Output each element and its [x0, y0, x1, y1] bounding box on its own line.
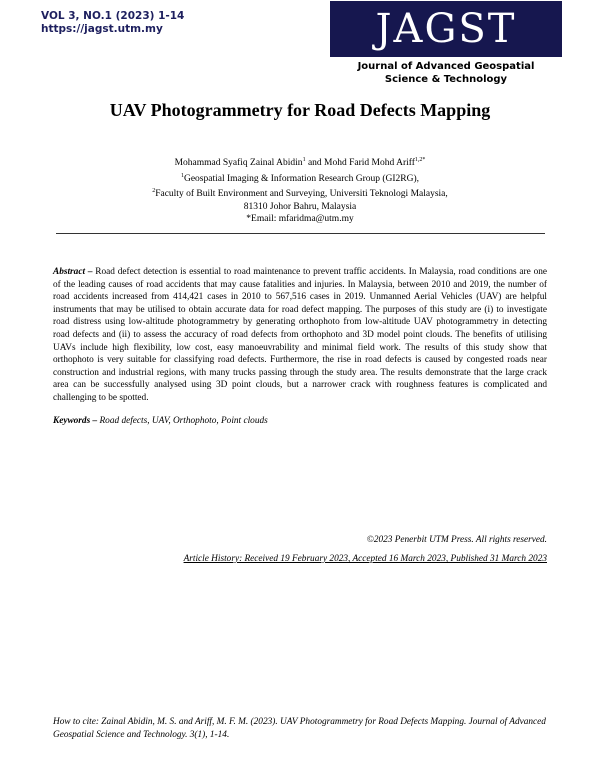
author-1: Mohammad Syafiq Zainal Abidin — [174, 158, 303, 169]
article-history: Article History: Received 19 February 2023, Accepted 16 March 2023, Published 31 March 2023 — [183, 554, 547, 564]
journal-name-line1: Journal of Advanced Geospatial — [357, 61, 535, 72]
email[interactable]: *Email: mfaridma@utm.my — [246, 214, 354, 225]
author-2-affil: 1,2* — [414, 157, 426, 163]
journal-logo — [330, 1, 562, 57]
author-2: and Mohd Farid Mohd Ariff — [305, 158, 415, 169]
affiliation-2 — [0, 185, 600, 201]
abstract-text: Road defect detection is essential to road maintenance to prevent traffic accidents. In Malaysia, road conditions are one of the leading causes of road accidents that may cause fatalities and injuries. In Malaysia, between 2010 and 2019, the number of road accidents increased from 414,421 cases in 2010 to 567,516 cases in 2019. Unmanned Aerial Vehicles (UAV) are helpful instruments that may be utilised to obtain accurate data for road defect mapping. The purposes of this study are (i) to investigate road distress using low-altitude photogrammetry by generating orthophoto from low-altitude UAV photogrammetry in detecting road defects and (ii) to assess the accuracy of road defects from orthophoto and 3D model point clouds. The benefits of utilising UAVs include high flexibility, low cost, easy manoeuvrability and minimal field work. The results of this study show that orthophoto is very suitable for classifying road defects. Furthermore, the rise in road defects is caused by congested roads near construction and industrial regions, with many trucks passing through the study area. The results demonstrate that the large crack area can be successfully analysed using 3D point clouds, but a narrower crack with roughness features is complicated and challenging to be spotted. — [53, 267, 547, 403]
journal-url[interactable]: https://jagst.utm.my — [41, 23, 163, 35]
affiliation-1 — [0, 170, 600, 186]
divider — [56, 233, 545, 234]
keywords — [53, 416, 547, 426]
address: 81310 Johor Bahru, Malaysia — [243, 201, 357, 212]
author-block — [0, 154, 600, 226]
affiliation-2-text: Faculty of Built Environment and Surveying, Universiti Teknologi Malaysia, — [155, 189, 448, 200]
journal-meta — [41, 10, 184, 36]
volume-info: VOL 3, NO.1 (2023) 1-14 — [41, 10, 185, 22]
logo-text: JAGST — [375, 6, 517, 52]
journal-name-line2: Science & Technology — [384, 74, 508, 85]
journal-name — [340, 60, 552, 86]
citation: How to cite: Zainal Abidin, M. S. and Ariff, M. F. M. (2023). UAV Photogrammetry for Road Defects Mapping. Journal of Advanced Geospatial Science and Technology. 3(1), 1-14. — [53, 717, 546, 740]
abstract — [53, 266, 547, 405]
affiliation-2-mark: 2 — [152, 188, 156, 195]
author-names — [0, 154, 600, 170]
affiliation-1-mark: 1 — [180, 172, 184, 179]
author-1-affil: 1 — [302, 157, 306, 163]
copyright: ©2023 Penerbit UTM Press. All rights reserved. — [366, 535, 547, 545]
affiliation-1-text: Geospatial Imaging & Information Research Group (GI2RG), — [183, 173, 420, 184]
abstract-label: Abstract – — [53, 267, 93, 277]
paper-title: UAV Photogrammetry for Road Defects Mapping — [109, 100, 491, 120]
keywords-label: Keywords – — [53, 416, 98, 426]
keywords-text: Road defects, UAV, Orthophoto, Point clouds — [97, 416, 268, 426]
